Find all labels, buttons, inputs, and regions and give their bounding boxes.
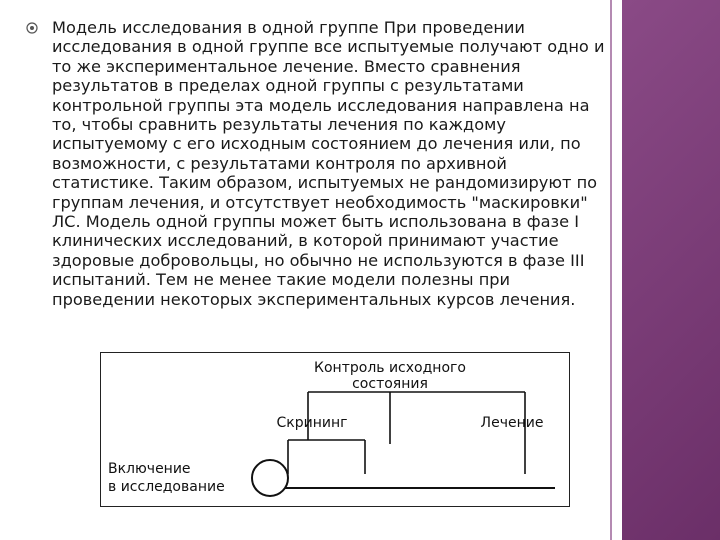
enrollment-label-2: в исследование — [108, 479, 225, 495]
treatment-label: Лечение — [480, 415, 544, 431]
body-paragraph: Модель исследования в одной группе При проведении исследования в одной группе все испытуемые получают одно и то же экспериментальное лечение. Вместо сравнения результатов в пределах одной группы с результатами контрольной группы эта модель исследования направлена на то, чтобы сравнить результаты лечения по каждому испытуемому с его исходным состоянием до лечения или, по возможности, с результатами контроля по архивной статистике. Таким образом, испытуемых не рандомизируют по группам лечения, и отсутствует необходимость "маскировки" ЛС. Модель одной группы может быть использована в фазе I клинических исследований, в которой принимают участие здоровые добровольцы, но обычно не используются в фазе III испытаний. Тем не менее такие модели полезны при проведении некоторых экспериментальных курсов лечения. — [52, 18, 605, 309]
decorative-sidebar — [622, 0, 720, 540]
enrollment-label-1: Включение — [108, 461, 191, 477]
screening-label: Скрининг — [276, 415, 348, 431]
baseline-control-label-2: состояния — [352, 376, 428, 392]
enrollment-circle — [252, 460, 288, 496]
baseline-control-label-1: Контроль исходного — [314, 360, 466, 376]
circle-target-icon — [26, 22, 38, 34]
study-design-diagram — [100, 352, 570, 507]
